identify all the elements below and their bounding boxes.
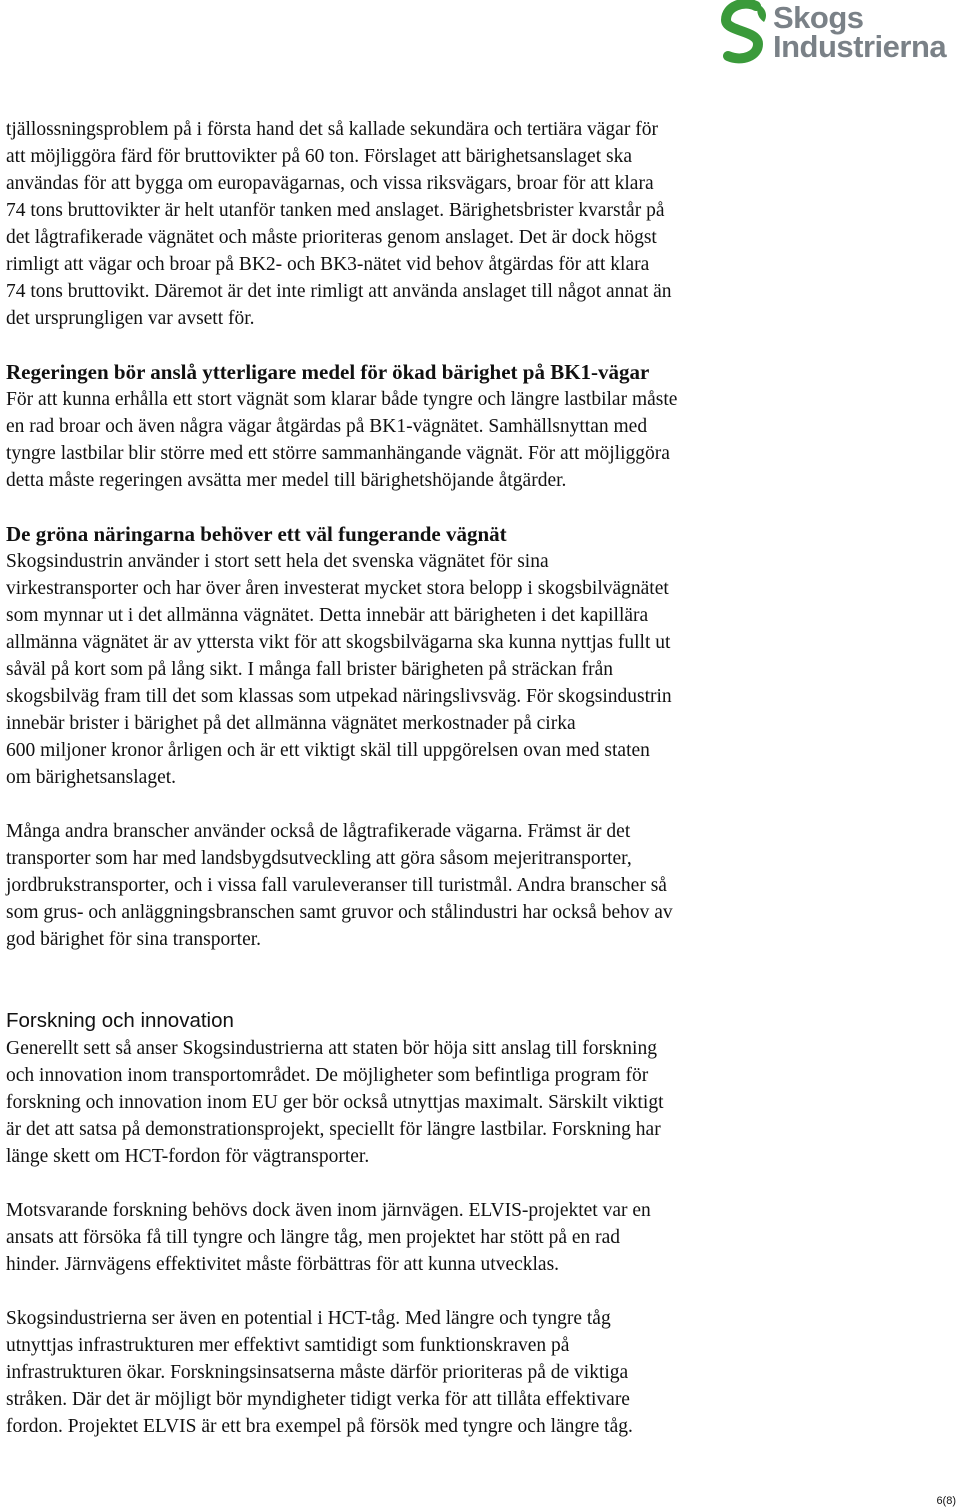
text-line: tjällossningsproblem på i första hand det så kallade sekundära och tertiära vägar för xyxy=(6,119,658,140)
text-line: 600 miljoner kronor årligen och är ett viktigt skäl till uppgörelsen ovan med staten xyxy=(6,740,650,761)
text-line: forskning och innovation inom EU ger bör också utnyttjas maximalt. Särskilt viktigt xyxy=(6,1092,664,1113)
text-line: virkestransporter och har över åren investerat mycket stora belopp i skogsbilvägnätet xyxy=(6,578,669,599)
text-line: 74 tons bruttovikter är helt utanför tanken med anslaget. Bärighetsbrister kvarstår på xyxy=(6,200,665,221)
text-line: jordbrukstransporter, och i vissa fall varuleveranser till turistmål. Andra branscher så xyxy=(6,875,667,896)
text-line: transporter som har med landsbygdsutveckling att göra såsom mejeritransporter, xyxy=(6,848,632,869)
leaf-s-icon xyxy=(718,0,770,66)
text-line: Motsvarande forskning behövs dock även inom järnvägen. ELVIS-projektet var en xyxy=(6,1200,651,1221)
section-heading: Forskning och innovation xyxy=(6,1009,234,1032)
text-line: Skogsindustrierna ser även en potential i HCT-tåg. Med längre och tyngre tåg xyxy=(6,1308,611,1329)
text-line: detta måste regeringen avsätta mer medel till bärighetshöjande åtgärder. xyxy=(6,470,567,491)
text-line: som mynnar ut i det allmänna vägnätet. Detta innebär att bärigheten i det kapillära xyxy=(6,605,649,626)
text-line: rimligt att vägar och broar på BK2- och BK3-nätet vid behov åtgärdas för att klara xyxy=(6,254,650,275)
text-line: innebär brister i bärighet på det allmänna vägnätet merkostnader på cirka xyxy=(6,713,576,734)
text-line: ansats att försöka få till tyngre och längre tåg, men projektet har stött på en rad xyxy=(6,1227,621,1248)
text-line: länge skett om HCT-fordon för vägtransporter. xyxy=(6,1146,370,1167)
text-line: Skogsindustrin använder i stort sett hela det svenska vägnätet för sina xyxy=(6,551,549,572)
text-line: det lågtrafikerade vägnätet och måste prioriteras genom anslaget. Det är dock högst xyxy=(6,227,657,248)
text-line: användas för att bygga om europavägarnas, och vissa riksvägars, broar för att klara xyxy=(6,173,654,194)
text-line: stråken. Där det är möjligt bör myndigheter tidigt verka för att tillåta effektivare xyxy=(6,1389,630,1410)
logo-line2: Industrierna xyxy=(773,29,947,64)
text-line: utnyttjas infrastrukturen mer effektivt samtidigt som funktionskraven på xyxy=(6,1335,570,1356)
section-heading: Regeringen bör anslå ytterligare medel för ökad bärighet på BK1-vägar xyxy=(6,360,650,384)
text-line: som grus- och anläggningsbranschen samt gruvor och stålindustri har också behov av xyxy=(6,902,673,923)
section-heading: De gröna näringarna behöver ett väl fungerande vägnät xyxy=(6,522,507,546)
text-line: en rad broar och även några vägar åtgärdas på BK1-vägnätet. Samhällsnyttan med xyxy=(6,416,648,437)
skogsindustrierna-logo xyxy=(718,0,958,66)
text-line: god bärighet för sina transporter. xyxy=(6,929,262,950)
section-green-industries xyxy=(6,521,926,953)
page-number: 6(8) xyxy=(936,1495,956,1507)
text-line: det ursprungligen var avsett för. xyxy=(6,308,255,329)
text-line: 74 tons bruttovikt. Däremot är det inte rimligt att använda anslaget till något annat än xyxy=(6,281,672,302)
section-research xyxy=(6,1007,926,1440)
text-line: Många andra branscher använder också de lågtrafikerade vägarna. Främst är det xyxy=(6,821,631,842)
text-line: skogsbilväg fram till det som klassas som utpekad näringslivsväg. För skogsindustrin xyxy=(6,686,672,707)
text-line: Generellt sett så anser Skogsindustrierna att staten bör höja sitt anslag till forskning xyxy=(6,1038,657,1059)
text-line: fordon. Projektet ELVIS är ett bra exempel på försök med tyngre och längre tåg. xyxy=(6,1416,633,1437)
text-line: infrastrukturen ökar. Forskningsinsatserna måste därför prioriteras på de viktiga xyxy=(6,1362,629,1383)
text-line: att möjliggöra färd för bruttovikter på 60 ton. Förslaget att bärighetsanslaget ska xyxy=(6,146,632,167)
text-line: tyngre lastbilar blir större med ett större sammanhängande vägnät. För att möjliggöra xyxy=(6,443,670,464)
text-line: hinder. Järnvägens effektivitet måste förbättras för att kunna utvecklas. xyxy=(6,1254,560,1275)
text-line: För att kunna erhålla ett stort vägnät som klarar både tyngre och längre lastbilar måste xyxy=(6,389,678,410)
text-line: såväl på kort som på lång sikt. I många fall brister bärigheten på sträckan från xyxy=(6,659,613,680)
document-body xyxy=(6,116,926,1440)
text-line: allmänna vägnätet är av yttersta vikt för att skogsbilvägarna ska kunna nyttjas fullt ut xyxy=(6,632,671,653)
text-line: om bärighetsanslaget. xyxy=(6,767,177,788)
logo-line1: Skogs xyxy=(773,0,864,35)
intro-paragraph xyxy=(6,116,926,332)
text-line: och innovation inom transportområdet. De möjligheter som befintliga program för xyxy=(6,1065,649,1086)
section-bk1 xyxy=(6,359,926,494)
text-line: är det att satsa på demonstrationsprojekt, speciellt för längre lastbilar. Forskning har xyxy=(6,1119,661,1140)
